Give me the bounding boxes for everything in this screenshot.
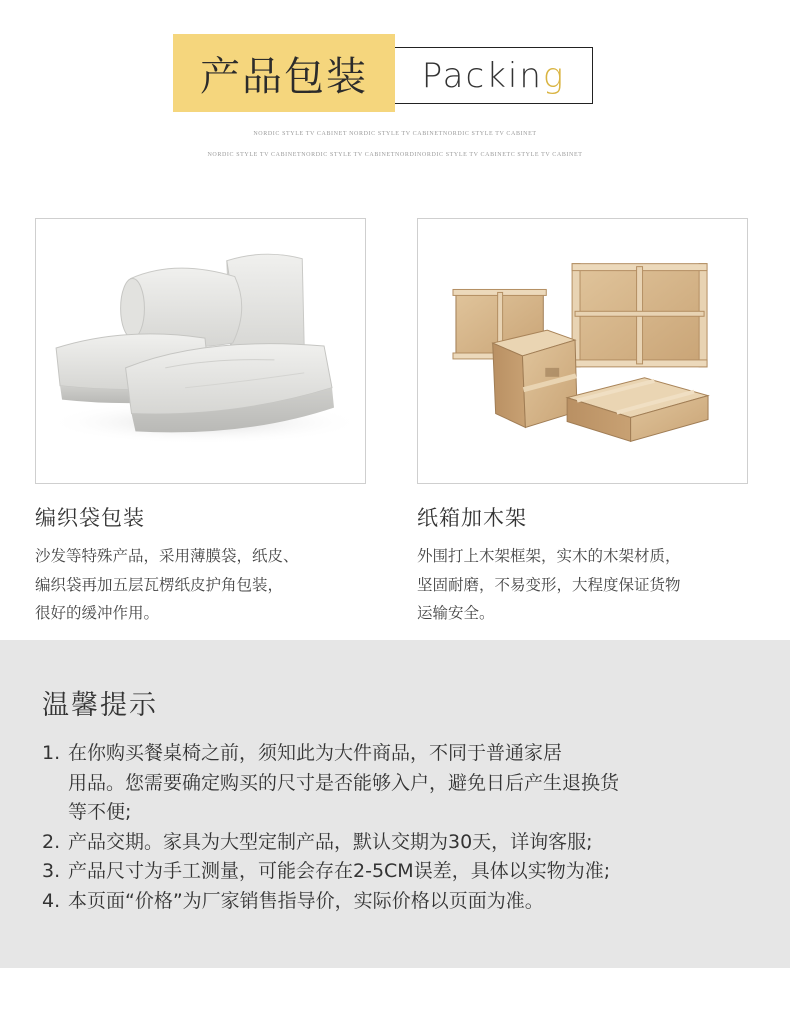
- description-line: 编织袋再加五层瓦楞纸皮护角包装，: [35, 575, 284, 594]
- title-english-last-letter: g: [542, 55, 566, 96]
- tip-text: [68, 739, 619, 828]
- wooden-crate-illustration: [418, 219, 747, 483]
- tips-section: [0, 640, 790, 968]
- description-line: 外围打上木架框架，实木的木架材质，: [417, 547, 681, 565]
- carton-wood-frame-description: [417, 542, 762, 628]
- tip-number: 2.: [42, 830, 61, 853]
- description-line: 很好的缓冲作用。: [35, 604, 160, 622]
- carton-wood-frame-photo: [417, 218, 748, 484]
- woven-bag-photo: [35, 218, 366, 484]
- tip-line: 产品交期。家具为大型定制产品，默认交期为30天，详询客服;: [68, 830, 593, 853]
- tip-text: [68, 857, 610, 887]
- description-line: 坚固耐磨，不易变形，大程度保证货物: [417, 575, 681, 594]
- tip-line: 产品尺寸为手工测量，可能会存在2-5CM误差，具体以实物为准;: [68, 860, 611, 882]
- woven-bag-description: [35, 542, 380, 628]
- description-line: 运输安全。: [417, 604, 495, 622]
- tip-item: [42, 828, 782, 858]
- tagline-line-1: NORDIC STYLE TV CABINET NORDIC STYLE TV CABINETNORDIC STYLE TV CABINET: [253, 131, 537, 137]
- title-english: [395, 47, 593, 104]
- carton-wood-frame-title: 纸箱加木架: [417, 506, 527, 530]
- tips-title: 温馨提示: [42, 690, 158, 721]
- tip-line: 本页面“价格”为厂家销售指导价，实际价格以页面为准。: [68, 889, 544, 912]
- tip-item: [42, 887, 782, 917]
- tip-line: 等不便;: [68, 801, 132, 823]
- tagline-line-2: NORDIC STYLE TV CABINETNORDIC STYLE TV CABINETNORDINORDIC STYLE TV CABINETC STYLE TV CABINET: [207, 152, 583, 158]
- tip-text: [68, 828, 593, 858]
- tip-number: 4.: [42, 889, 61, 912]
- description-line: 沙发等特殊产品，采用薄膜袋，纸皮、: [35, 547, 299, 565]
- tip-line: 在你购买餐桌椅之前，须知此为大件商品，不同于普通家居: [68, 742, 563, 764]
- woven-bag-illustration: [36, 219, 365, 483]
- woven-bag-title: 编织袋包装: [35, 506, 145, 530]
- tip-item: [42, 857, 782, 887]
- tip-item: [42, 739, 782, 828]
- tips-list: [42, 739, 782, 916]
- title-english-main: Packin: [421, 55, 543, 96]
- tip-number: 1.: [42, 742, 61, 764]
- title-chinese: 产品包装: [173, 34, 395, 112]
- tip-line: 用品。您需要确定购买的尺寸是否能够入户，避免日后产生退换货: [68, 771, 620, 794]
- tip-text: [68, 887, 544, 917]
- tip-number: 3.: [42, 860, 61, 882]
